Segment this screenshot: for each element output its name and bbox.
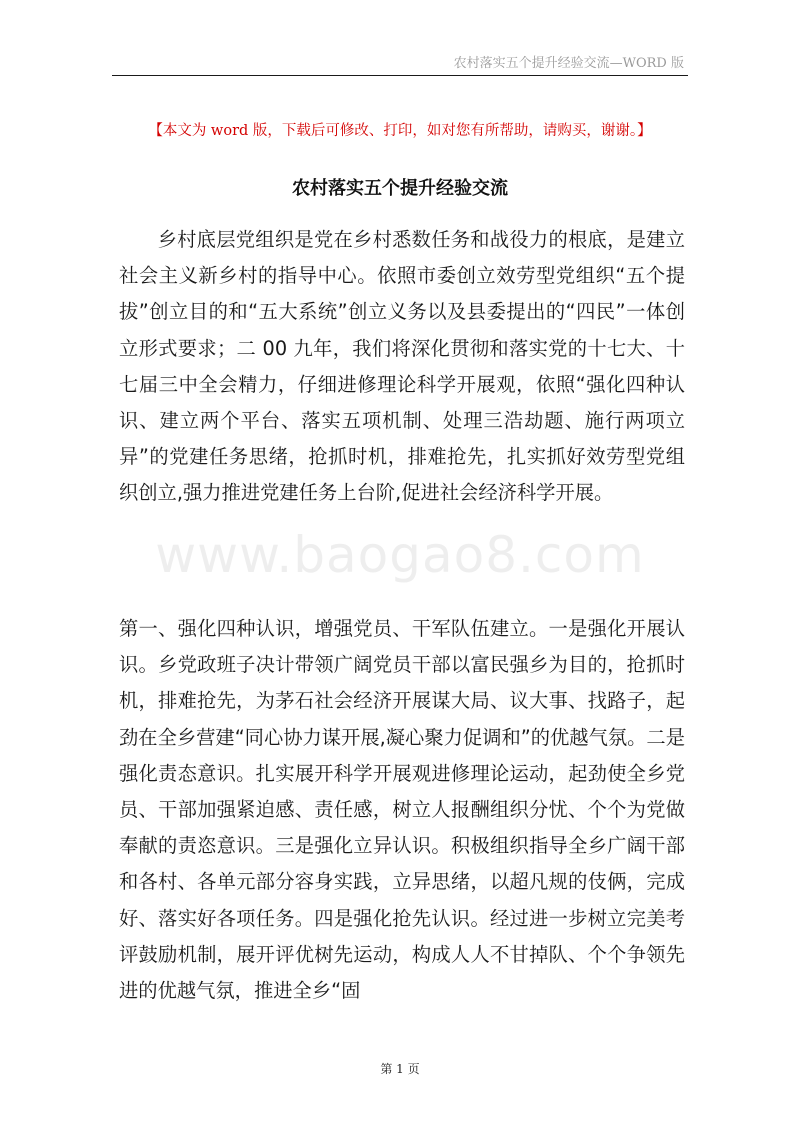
body-paragraph-1: 乡村底层党组织是党在乡村悉数任务和战役力的根底，是建立社会主义新乡村的指导中心。依照市委创立效劳型党组织“五个提拔”创立目的和“五大系统”创立义务以及县委提出的“四民”一体创立形式要求；二 00 九年，我们将深化贯彻和落实党的十七大、十七届三中全会精力，仔细进修理论科学开展观，依照“强化四种认识、建立两个平台、落实五项机制、处理三浩劫题、施行两项立异”的党建任务思绪，抢抓时机，排难抢先，扎实抓好效劳型党组织创立,强力推进党建任务上台阶,促进社会经济科学开展。 [119, 228, 685, 505]
document-title: 农村落实五个提升经验交流 [292, 178, 508, 199]
header-divider [112, 75, 688, 76]
site-watermark: www.baogao8.com [155, 526, 645, 584]
download-notice: 【本文为 word 版，下载后可修改、打印，如对您有所帮助，请购买，谢谢。】 [148, 123, 652, 139]
body-paragraph-2: 第一、强化四种认识，增强党员、干军队伍建立。一是强化开展认识。乡党政班子决计带领广阔党员干部以富民强乡为目的，抢抓时机，排难抢先，为茅石社会经济开展谋大局、议大事、找路子，起劲在全乡营建“同心协力谋开展,凝心聚力促调和”的优越气氛。二是强化责态意识。扎实展开科学开展观进修理论运动，起劲使全乡党员、干部加强紧迫感、责任感，树立人报酬组织分忧、个个为党做奉献的责恣意识。三是强化立异认识。积极组织指导全乡广阔干部和各村、各单元部分容身实践，立异思绪，以超凡规的伎俩，完成好、落实好各项任务。四是强化抢先认识。经过进一步树立完美考评鼓励机制，展开评优树先运动，构成人人不甘掉队、个个争领先进的优越气氛，推进全乡“固 [119, 617, 685, 1003]
running-header: 农村落实五个提升经验交流—WORD 版 [453, 56, 684, 71]
page-number: 第 1 页 [380, 1062, 420, 1076]
